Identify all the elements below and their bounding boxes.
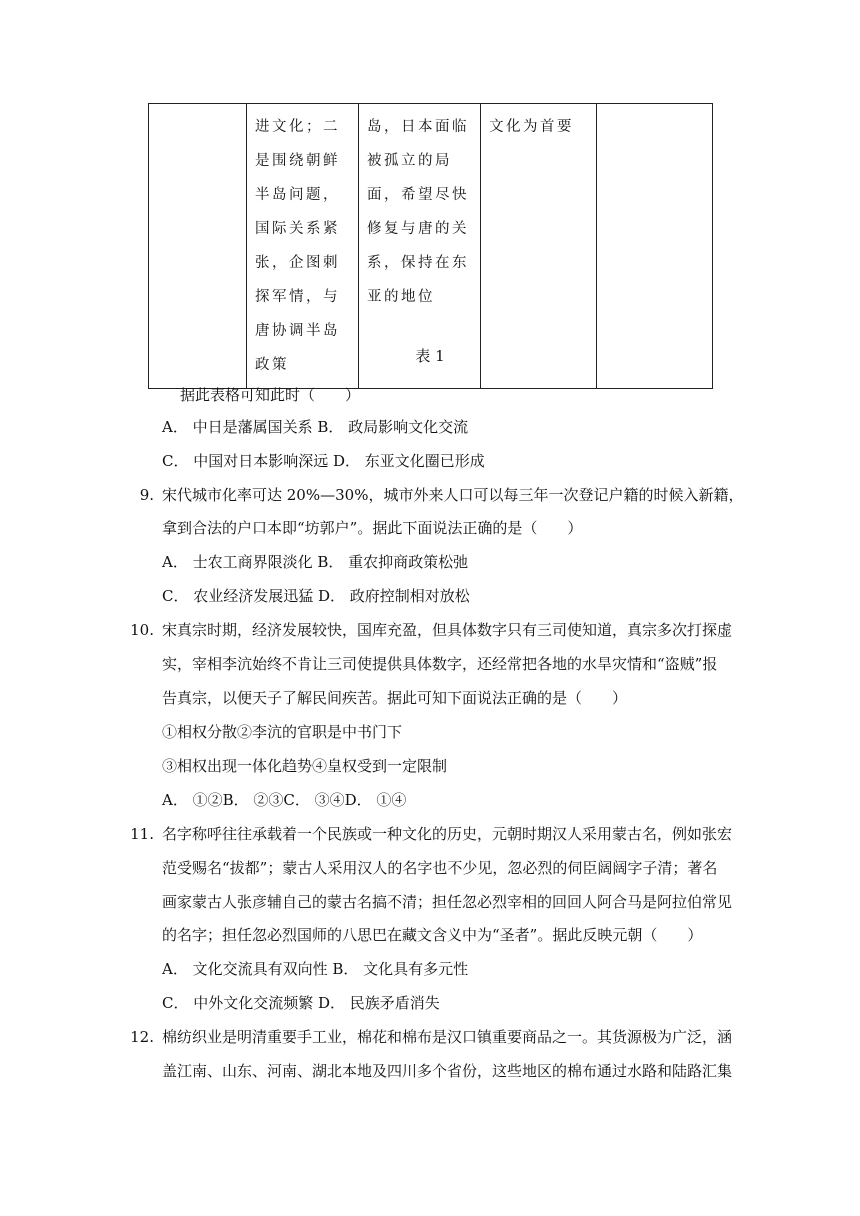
q11-line1: 名字称呼往往承载着一个民族或一种文化的历史，元朝时期汉人采用蒙古名，例如张宏 — [162, 825, 733, 843]
q11-options-line2: C． 中外文化交流频繁 D． 民族矛盾消失 — [162, 994, 440, 1012]
table-cell: 进文化；二是围绕朝鲜半岛问题，国际关系紧张，企图刺探军情，与唐协调半岛政策 — [247, 104, 359, 389]
q10-item-line1: ①相权分散②李沆的官职是中书门下 — [162, 723, 403, 741]
q11-options-line1: A． 文化交流具有双向性 B． 文化具有多元性 — [162, 960, 469, 978]
table-cell: 岛，日本面临被孤立的局面，希望尽快修复与唐的关系，保持在东亚的地位 — [359, 104, 481, 389]
q12-number: 12. — [130, 1028, 154, 1046]
q10-item-line2: ③相权出现一体化趋势④皇权受到一定限制 — [162, 757, 448, 775]
q12-line1: 棉纺织业是明清重要手工业，棉花和棉布是汉口镇重要商品之一。其货源极为广泛，涵 — [162, 1028, 733, 1046]
q10-line2: 实，宰相李沆始终不肯让三司使提供具体数字，还经常把各地的水旱灾情和“盗贼”报 — [162, 655, 718, 673]
q12-line2: 盖江南、山东、河南、湖北本地及四川多个省份，这些地区的棉布通过水路和陆路汇集 — [162, 1062, 733, 1080]
q10-line1: 宋真宗时期，经济发展较快，国库充盈，但具体数字只有三司使知道，真宗多次打探虚 — [162, 621, 733, 639]
q11-number: 11. — [130, 825, 154, 843]
q9-line1: 宋代城市化率可达 20%—30%，城市外来人口可以每三年一次登记户籍的时候入新籍， — [162, 486, 744, 504]
q11-line4: 的名字；担任忽必烈国师的八思巴在藏文含义中为“圣者”。据此反映元朝（ ） — [162, 926, 703, 944]
table-cell: 文化为首要 — [481, 104, 597, 389]
table-caption: 表 1 — [415, 347, 445, 365]
q9-line2: 拿到合法的户口本即“坊郭户”。据此下面说法正确的是（ ） — [162, 519, 583, 537]
q9-options-line2: C． 农业经济发展迅猛 D． 政府控制相对放松 — [162, 587, 470, 605]
q8-options-line1: A． 中日是藩属国关系 B． 政局影响文化交流 — [162, 418, 469, 436]
q8-stem: 据此表格可知此时（ ） — [180, 386, 361, 404]
q9-options-line1: A． 士农工商界限淡化 B． 重农抑商政策松弛 — [162, 553, 469, 571]
q11-line3: 画家蒙古人张彦辅自己的蒙古名搞不清；担任忽必烈宰相的回回人阿合马是阿拉伯常见 — [162, 893, 733, 911]
q10-number: 10. — [130, 621, 154, 639]
q11-line2: 范受赐名“拔都”；蒙古人采用汉人的名字也不少见，忽必烈的伺臣阔阔字子清；著名 — [162, 859, 718, 877]
q10-options-line: A． ①②B． ②③C． ③④D． ①④ — [162, 791, 407, 809]
q9-number: 9. — [139, 486, 154, 504]
q10-line3: 告真宗，以便天子了解民间疾苦。据此可知下面说法正确的是（ ） — [162, 689, 628, 707]
q8-options-line2: C． 中国对日本影响深远 D． 东亚文化圈已形成 — [162, 452, 485, 470]
